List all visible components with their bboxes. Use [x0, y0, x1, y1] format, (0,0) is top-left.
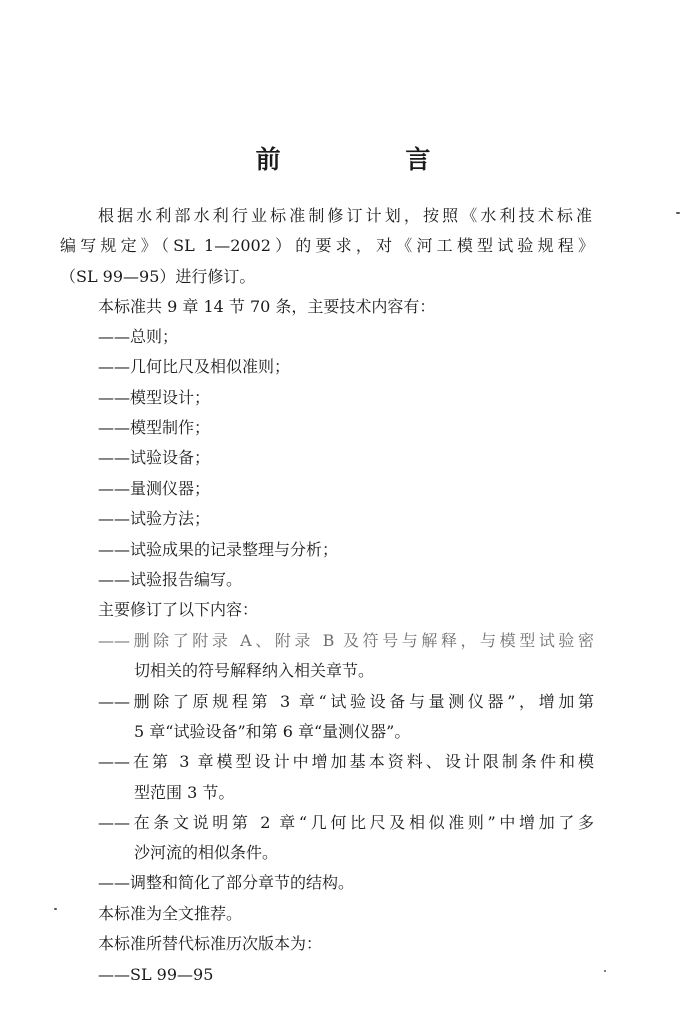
revision-1-line-1: ——删除了附录 A、附录 B 及符号与解释，与模型试验密 — [98, 631, 594, 650]
page-title: 前 言 — [255, 145, 489, 174]
content-item-methods: ——试验方法； — [98, 509, 211, 528]
revision-2-line-1: ——删除了原规程第 3 章“试验设备与量测仪器”，增加第 — [98, 692, 594, 711]
revision-4-line-1: ——在条文说明第 2 章“几何比尺及相似准则”中增加了多 — [98, 813, 594, 832]
content-item-records: ——试验成果的记录整理与分析； — [98, 540, 339, 559]
recommendation-line: 本标准为全文推荐。 — [98, 904, 243, 923]
content-item-fabrication: ——模型制作； — [98, 418, 211, 437]
revision-2-line-2: 5 章“试验设备”和第 6 章“量测仪器”。 — [134, 722, 411, 741]
content-item-instruments: ——量测仪器； — [98, 479, 211, 498]
revision-3-line-2: 型范围 3 节。 — [134, 783, 235, 802]
scan-speck — [54, 908, 57, 910]
scan-speck — [676, 212, 680, 214]
content-item-general: ——总则； — [98, 327, 179, 346]
summary-line: 本标准共 9 章 14 节 70 条，主要技术内容有： — [98, 297, 436, 316]
content-item-design: ——模型设计； — [98, 388, 211, 407]
revision-5-line-1: ——调整和简化了部分章节的结构。 — [98, 873, 355, 892]
revisions-heading: 主要修订了以下内容： — [98, 600, 259, 619]
revision-3-line-1: ——在第 3 章模型设计中增加基本资料、设计限制条件和模 — [98, 752, 594, 771]
intro-line-2: 编写规定》（SL 1—2002）的要求，对《河工模型试验规程》 — [60, 236, 594, 255]
content-item-scale: ——几何比尺及相似准则； — [98, 357, 291, 376]
content-item-report: ——试验报告编写。 — [98, 570, 243, 589]
revision-1-line-2: 切相关的符号解释纳入相关章节。 — [134, 661, 375, 680]
intro-line-1: 根据水利部水利行业标准制修订计划，按照《水利技术标准 — [98, 206, 592, 225]
intro-line-3: （SL 99—95）进行修订。 — [60, 267, 256, 286]
revision-4-line-2: 沙河流的相似条件。 — [134, 843, 279, 862]
scan-speck — [604, 970, 606, 972]
content-item-equipment: ——试验设备； — [98, 448, 211, 467]
history-heading: 本标准所替代标准历次版本为： — [98, 934, 323, 953]
history-item: ——SL 99—95 — [98, 965, 214, 984]
